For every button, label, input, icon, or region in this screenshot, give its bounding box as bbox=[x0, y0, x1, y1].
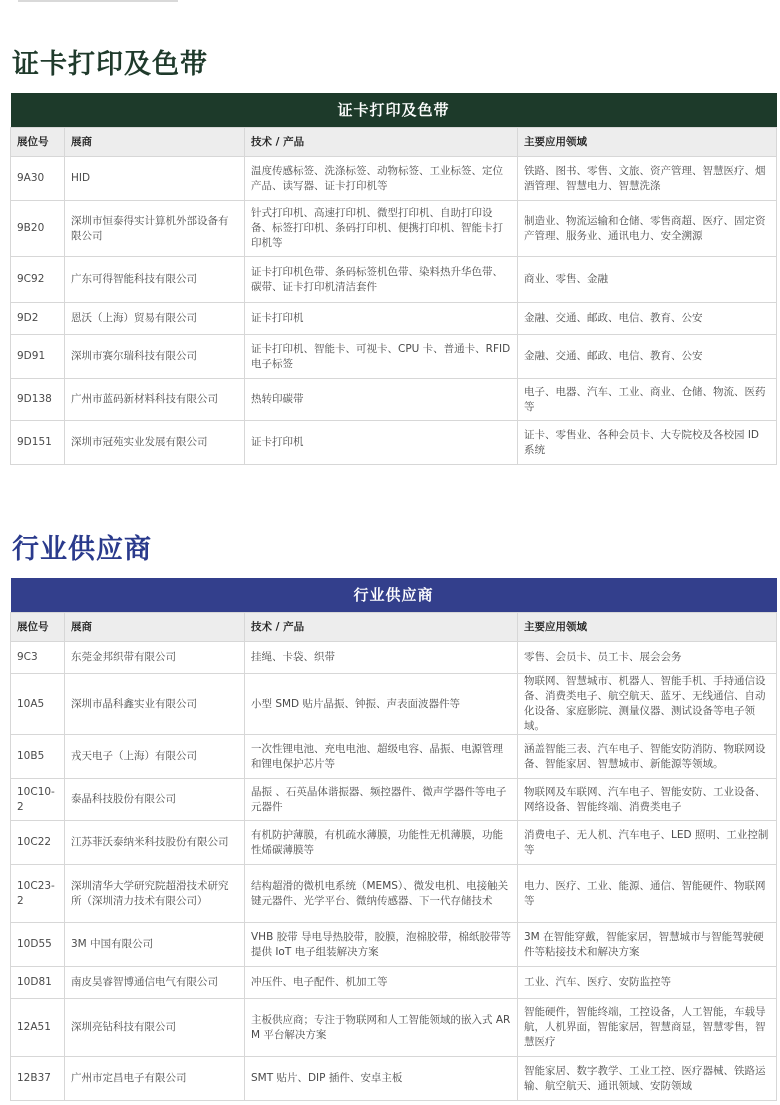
header-product: 技术 / 产品 bbox=[245, 613, 518, 642]
table-row bbox=[11, 923, 777, 967]
cell-product: 结构超滑的微机电系统（MEMS）、微发电机、电接触关键元器件、光学平台、微纳传感器、下一代存储技术 bbox=[245, 865, 518, 923]
header-application: 主要应用领域 bbox=[518, 128, 777, 157]
cell-exhibitor: 江苏菲沃泰纳米科技股份有限公司 bbox=[65, 821, 245, 865]
cell-product: 针式打印机、高速打印机、微型打印机、自助打印设备、标签打印机、条码打印机、便携打印机、智能卡打印机等 bbox=[245, 201, 518, 257]
cell-application: 智能家居、数字教学、工业工控、医疗器械、铁路运输、航空航天、通讯领域、安防领域 bbox=[518, 1057, 777, 1101]
cell-product: 证卡打印机 bbox=[245, 303, 518, 335]
cell-product: 冲压件、电子配件、机加工等 bbox=[245, 967, 518, 999]
cell-exhibitor: 深圳市恒泰得实计算机外部设备有限公司 bbox=[65, 201, 245, 257]
header-application: 主要应用领域 bbox=[518, 613, 777, 642]
cell-booth: 9B20 bbox=[11, 201, 65, 257]
cell-product: 有机防护薄膜，有机疏水薄膜，功能性无机薄膜，功能性烯碳薄膜等 bbox=[245, 821, 518, 865]
cell-product: 小型 SMD 贴片晶振、钟振、声表面波器件等 bbox=[245, 674, 518, 735]
cell-exhibitor: 深圳市晶科鑫实业有限公司 bbox=[65, 674, 245, 735]
table-banner: 行业供应商 bbox=[11, 578, 777, 613]
table-row bbox=[11, 821, 777, 865]
cell-booth: 9D2 bbox=[11, 303, 65, 335]
cell-product: 温度传感标签、洗涤标签、动物标签、工业标签、定位产品、读写器、证卡打印机等 bbox=[245, 157, 518, 201]
table-row bbox=[11, 967, 777, 999]
cell-booth: 10C23-2 bbox=[11, 865, 65, 923]
cell-application: 零售、会员卡、员工卡、展会会务 bbox=[518, 642, 777, 674]
cell-exhibitor: 南皮昊睿智博通信电气有限公司 bbox=[65, 967, 245, 999]
table-row bbox=[11, 201, 777, 257]
table-row bbox=[11, 999, 777, 1057]
cell-product: 证卡打印机色带、条码标签机色带、染料热升华色带、碳带、证卡打印机清洁套件 bbox=[245, 257, 518, 303]
cell-application: 工业、汽车、医疗、安防监控等 bbox=[518, 967, 777, 999]
cell-application: 消费电子、无人机、汽车电子、LED 照明、工业控制等 bbox=[518, 821, 777, 865]
cell-product: 挂绳、卡袋、织带 bbox=[245, 642, 518, 674]
cell-product: 晶振 、石英晶体谐振器、频控器件、微声学器件等电子元器件 bbox=[245, 779, 518, 821]
cell-application: 商业、零售、金融 bbox=[518, 257, 777, 303]
cell-booth: 9D151 bbox=[11, 421, 65, 465]
cell-booth: 10A5 bbox=[11, 674, 65, 735]
table-row bbox=[11, 1057, 777, 1101]
cell-product: 证卡打印机 bbox=[245, 421, 518, 465]
table-row bbox=[11, 335, 777, 379]
header-exhibitor: 展商 bbox=[65, 128, 245, 157]
cell-application: 电子、电器、汽车、工业、商业、仓储、物流、医药等 bbox=[518, 379, 777, 421]
cell-booth: 10D81 bbox=[11, 967, 65, 999]
cell-exhibitor: 广东可得智能科技有限公司 bbox=[65, 257, 245, 303]
top-divider bbox=[18, 0, 178, 2]
cell-exhibitor: 广州市蓝码新材料科技有限公司 bbox=[65, 379, 245, 421]
table-row bbox=[11, 257, 777, 303]
header-product: 技术 / 产品 bbox=[245, 128, 518, 157]
cell-booth: 10D55 bbox=[11, 923, 65, 967]
header-booth: 展位号 bbox=[11, 128, 65, 157]
cell-product: 主板供应商；专注于物联网和人工智能领域的嵌入式 ARM 平台解决方案 bbox=[245, 999, 518, 1057]
table-id-card-printing bbox=[10, 93, 777, 465]
cell-booth: 10C22 bbox=[11, 821, 65, 865]
cell-application: 金融、交通、邮政、电信、教育、公安 bbox=[518, 335, 777, 379]
cell-application: 3M 在智能穿戴，智能家居，智慧城市与智能驾驶硬件等粘接技术和解决方案 bbox=[518, 923, 777, 967]
cell-booth: 9C92 bbox=[11, 257, 65, 303]
cell-product: 热转印碳带 bbox=[245, 379, 518, 421]
section-title-industry-suppliers: 行业供应商 bbox=[12, 534, 152, 565]
cell-application: 物联网、智慧城市、机器人、智能手机、手持通信设备、消费类电子、航空航天、蓝牙、无线通信、自动化设备、家庭影院、测量仪器、测试设备等电子领域。 bbox=[518, 674, 777, 735]
table-row bbox=[11, 779, 777, 821]
cell-exhibitor: 深圳市冠苑实业发展有限公司 bbox=[65, 421, 245, 465]
cell-booth: 10C10-2 bbox=[11, 779, 65, 821]
cell-application: 涵盖智能三表、汽车电子、智能安防消防、物联网设备、智能家居、智慧城市、新能源等领域。 bbox=[518, 735, 777, 779]
cell-booth: 9A30 bbox=[11, 157, 65, 201]
table-row bbox=[11, 865, 777, 923]
cell-exhibitor: 泰晶科技股份有限公司 bbox=[65, 779, 245, 821]
header-exhibitor: 展商 bbox=[65, 613, 245, 642]
cell-booth: 9C3 bbox=[11, 642, 65, 674]
cell-application: 金融、交通、邮政、电信、教育、公安 bbox=[518, 303, 777, 335]
cell-booth: 12A51 bbox=[11, 999, 65, 1057]
table-banner: 证卡打印及色带 bbox=[11, 93, 777, 128]
table-row bbox=[11, 157, 777, 201]
cell-application: 电力、医疗、工业、能源、通信、智能硬件、物联网等 bbox=[518, 865, 777, 923]
cell-exhibitor: 东莞金邦织带有限公司 bbox=[65, 642, 245, 674]
cell-exhibitor: HID bbox=[65, 157, 245, 201]
cell-product: 一次性锂电池、充电电池、超级电容、晶振、电源管理和锂电保护芯片等 bbox=[245, 735, 518, 779]
cell-product: VHB 胶带 导电导热胶带，胶膜，泡棉胶带，棉纸胶带等 提供 IoT 电子组装解决方案 bbox=[245, 923, 518, 967]
cell-application: 制造业、物流运输和仓储、零售商超、医疗、固定资产管理、服务业、通讯电力、安全溯源 bbox=[518, 201, 777, 257]
cell-product: SMT 贴片、DIP 插件、安卓主板 bbox=[245, 1057, 518, 1101]
cell-exhibitor: 深圳清华大学研究院超滑技术研究所（深圳清力技术有限公司） bbox=[65, 865, 245, 923]
table-row bbox=[11, 421, 777, 465]
cell-exhibitor: 深圳亮钻科技有限公司 bbox=[65, 999, 245, 1057]
cell-booth: 9D91 bbox=[11, 335, 65, 379]
table-row bbox=[11, 642, 777, 674]
cell-application: 智能硬件，智能终端，工控设备，人工智能，车载导航，人机界面，智能家居，智慧商显，智慧零售，智慧医疗 bbox=[518, 999, 777, 1057]
cell-exhibitor: 深圳市赛尔瑞科技有限公司 bbox=[65, 335, 245, 379]
table-row bbox=[11, 735, 777, 779]
cell-exhibitor: 恩沃（上海）贸易有限公司 bbox=[65, 303, 245, 335]
cell-application: 证卡、零售业、各种会员卡、大专院校及各校园 ID 系统 bbox=[518, 421, 777, 465]
cell-exhibitor: 3M 中国有限公司 bbox=[65, 923, 245, 967]
cell-booth: 9D138 bbox=[11, 379, 65, 421]
header-booth: 展位号 bbox=[11, 613, 65, 642]
cell-booth: 12B37 bbox=[11, 1057, 65, 1101]
cell-exhibitor: 广州市定昌电子有限公司 bbox=[65, 1057, 245, 1101]
cell-product: 证卡打印机、智能卡、可视卡、CPU 卡、普通卡、RFID 电子标签 bbox=[245, 335, 518, 379]
section-title-id-card-printing: 证卡打印及色带 bbox=[12, 49, 208, 80]
cell-application: 物联网及车联网、汽车电子、智能安防、工业设备、网络设备、智能终端、消费类电子 bbox=[518, 779, 777, 821]
cell-exhibitor: 戎天电子（上海）有限公司 bbox=[65, 735, 245, 779]
table-row bbox=[11, 674, 777, 735]
cell-application: 铁路、图书、零售、文旅、资产管理、智慧医疗、烟酒管理、智慧电力、智慧洗涤 bbox=[518, 157, 777, 201]
table-row bbox=[11, 379, 777, 421]
cell-booth: 10B5 bbox=[11, 735, 65, 779]
table-industry-suppliers bbox=[10, 578, 777, 1101]
table-row bbox=[11, 303, 777, 335]
